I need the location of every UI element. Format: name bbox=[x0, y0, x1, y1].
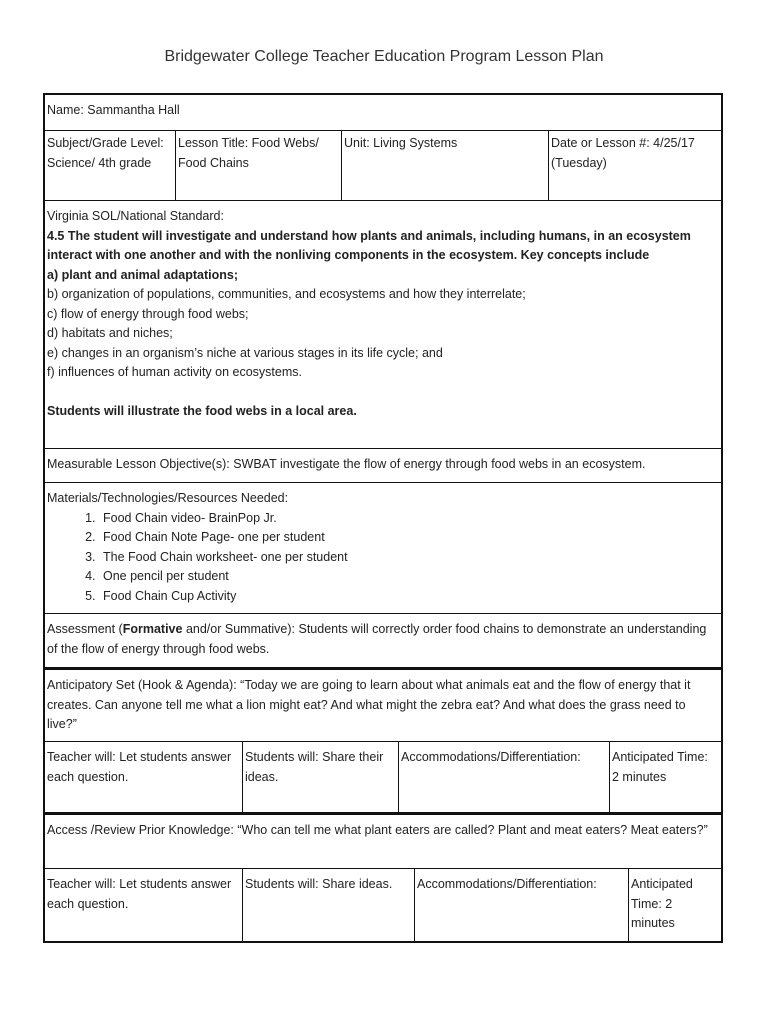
access-accommodations-cell: Accommodations/Differentiation: bbox=[415, 869, 629, 941]
subject-grade-cell: Subject/Grade Level: Science/ 4th grade bbox=[45, 131, 176, 200]
anticipatory-teacher-cell: Teacher will: Let students answer each question. bbox=[45, 742, 243, 812]
date-cell: Date or Lesson #: 4/25/17 (Tuesday) bbox=[551, 136, 695, 170]
objective-text: Measurable Lesson Objective(s): SWBAT investigate the flow of energy through food webs in an ecosystem. bbox=[47, 457, 646, 471]
standard-item-f: f) influences of human activity on ecosystems. bbox=[47, 365, 302, 379]
materials-item: 1. Food Chain video- BrainPop Jr. bbox=[99, 509, 717, 529]
access-time-cell: Anticipated Time: 2 minutes bbox=[631, 877, 693, 930]
assessment-row bbox=[45, 614, 721, 670]
anticipatory-grid-row bbox=[45, 742, 721, 815]
anticipatory-accommodations-cell: Accommodations/Differentiation: bbox=[399, 742, 610, 812]
objective-row bbox=[45, 449, 721, 483]
student-name: Name: Sammantha Hall bbox=[47, 103, 180, 117]
unit-cell: Unit: Living Systems bbox=[342, 131, 549, 200]
info-row bbox=[45, 131, 721, 201]
standard-note: Students will illustrate the food webs in a local area. bbox=[47, 403, 357, 418]
document-title: Bridgewater College Teacher Education Program Lesson Plan bbox=[164, 48, 604, 65]
lesson-plan-table bbox=[43, 93, 723, 943]
access-students-cell: Students will: Share ideas. bbox=[243, 869, 415, 941]
materials-row bbox=[45, 483, 721, 614]
standard-row bbox=[45, 201, 721, 449]
materials-item: 5. Food Chain Cup Activity bbox=[99, 587, 717, 607]
standard-label: Virginia SOL/National Standard: bbox=[47, 209, 224, 223]
materials-label: Materials/Technologies/Resources Needed: bbox=[47, 491, 289, 505]
assessment-prefix: Assessment ( bbox=[47, 622, 123, 636]
anticipatory-row bbox=[45, 670, 721, 742]
assessment-rest: and/or Summative): Students will correctly order food chains to demonstrate an understanding of the flow of energy through food webs. bbox=[47, 622, 707, 656]
standard-item-d: d) habitats and niches; bbox=[47, 326, 173, 340]
standard-item-c: c) flow of energy through food webs; bbox=[47, 306, 249, 321]
anticipatory-text: Anticipatory Set (Hook & Agenda): “Today we are going to learn about what animals eat and the flow of energy that it creates. Can anyone tell me what a lion might eat? And what might the zebra eat? And what does the grass need to live?” bbox=[47, 678, 691, 731]
anticipatory-time-cell: Anticipated Time: 2 minutes bbox=[612, 750, 708, 784]
access-grid-row bbox=[45, 869, 721, 941]
standard-main: 4.5 The student will investigate and understand how plants and animals, including humans, in an ecosystem interact with one another and with the nonliving components in the ecosystem. Key concepts include bbox=[47, 228, 691, 262]
anticipatory-students-cell: Students will: Share their ideas. bbox=[243, 742, 399, 812]
standard-item-b: b) organization of populations, communities, and ecosystems and how they interrelate; bbox=[47, 287, 526, 301]
access-row bbox=[45, 815, 721, 869]
standard-item-a: a) plant and animal adaptations; bbox=[47, 267, 238, 282]
materials-list bbox=[47, 509, 717, 607]
materials-item: 2. Food Chain Note Page- one per student bbox=[99, 528, 717, 548]
materials-item: 4. One pencil per student bbox=[99, 567, 717, 587]
materials-item: 3. The Food Chain worksheet- one per student bbox=[99, 548, 717, 568]
access-text: Access /Review Prior Knowledge: “Who can tell me what plant eaters are called? Plant and meat eaters? Meat eaters?” bbox=[47, 823, 708, 837]
assessment-formative: Formative bbox=[122, 622, 183, 636]
standard-item-e: e) changes in an organism’s niche at various stages in its life cycle; and bbox=[47, 345, 443, 360]
name-row bbox=[45, 95, 721, 131]
access-teacher-cell: Teacher will: Let students answer each question. bbox=[45, 869, 243, 941]
lesson-title-cell: Lesson Title: Food Webs/ Food Chains bbox=[176, 131, 342, 200]
